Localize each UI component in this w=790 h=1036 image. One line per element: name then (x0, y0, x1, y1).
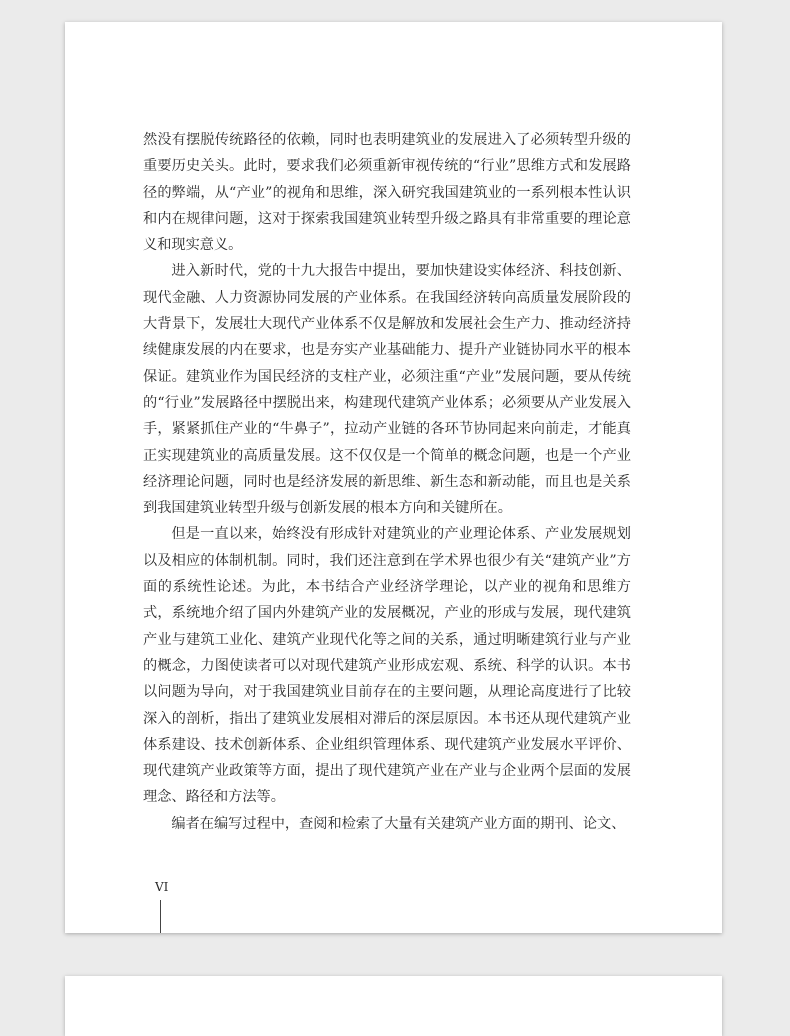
page-number: VI (155, 880, 169, 894)
paragraph-4: 编者在编写过程中，查阅和检索了大量有关建筑产业方面的期刊、论文、 (171, 815, 626, 832)
page-number-rule (160, 900, 161, 933)
body-text (143, 127, 631, 837)
document-page (65, 22, 722, 933)
paragraph-2: 进入新时代，党的十九大报告中提出，要加快建设实体经济、科技创新、现代金融、人力资源协同发展的产业体系。在我国经济转向高质量发展阶段的大背景下，发展壮大现代产业体系不仅是解放和发展社会生产力、推动经济持续健康发展的内在要求，也是夯实产业基础能力、提升产业链协同水平的根本保证。建筑业作为国民经济的支柱产业，必须注重“产业”发展问题，要从传统的“行业”发展路径中摆脱出来，构建现代建筑产业体系；必须要从产业发展入手，紧紧抓住产业的“牛鼻子”，拉动产业链的各环节协同起来向前走，才能真正实现建筑业的高质量发展。这不仅仅是一个简单的概念问题，也是一个产业经济理论问题，同时也是经济发展的新思维、新生态和新动能，而且也是关系到我国建筑业转型升级与创新发展的根本方向和关键所在。 (143, 263, 631, 517)
next-document-page (65, 976, 722, 1036)
paragraph-3: 但是一直以来，始终没有形成针对建筑业的产业理论体系、产业发展规划以及相应的体制机制。同时，我们还注意到在学术界也很少有关“建筑产业”方面的系统性论述。为此，本书结合产业经济学理论，以产业的视角和思维方式，系统地介绍了国内外建筑产业的发展概况，产业的形成与发展，现代建筑产业与建筑工业化、建筑产业现代化等之间的关系，通过明晰建筑行业与产业的概念，力图使读者可以对现代建筑产业形成宏观、系统、科学的认识。本书以问题为导向，对于我国建筑业目前存在的主要问题，从理论高度进行了比较深入的剖析，指出了建筑业发展相对滞后的深层原因。本书还从现代建筑产业体系建设、技术创新体系、企业组织管理体系、现代建筑产业发展水平评价、现代建筑产业政策等方面，提出了现代建筑产业在产业与企业两个层面的发展理念、路径和方法等。 (143, 526, 631, 806)
paragraph-1: 然没有摆脱传统路径的依赖，同时也表明建筑业的发展进入了必须转型升级的重要历史关头。此时，要求我们必须重新审视传统的“行业”思维方式和发展路径的弊端，从“产业”的视角和思维，深入研究我国建筑业的一系列根本性认识和内在规律问题，这对于探索我国建筑业转型升级之路具有非常重要的理论意义和现实意义。 (143, 132, 631, 254)
